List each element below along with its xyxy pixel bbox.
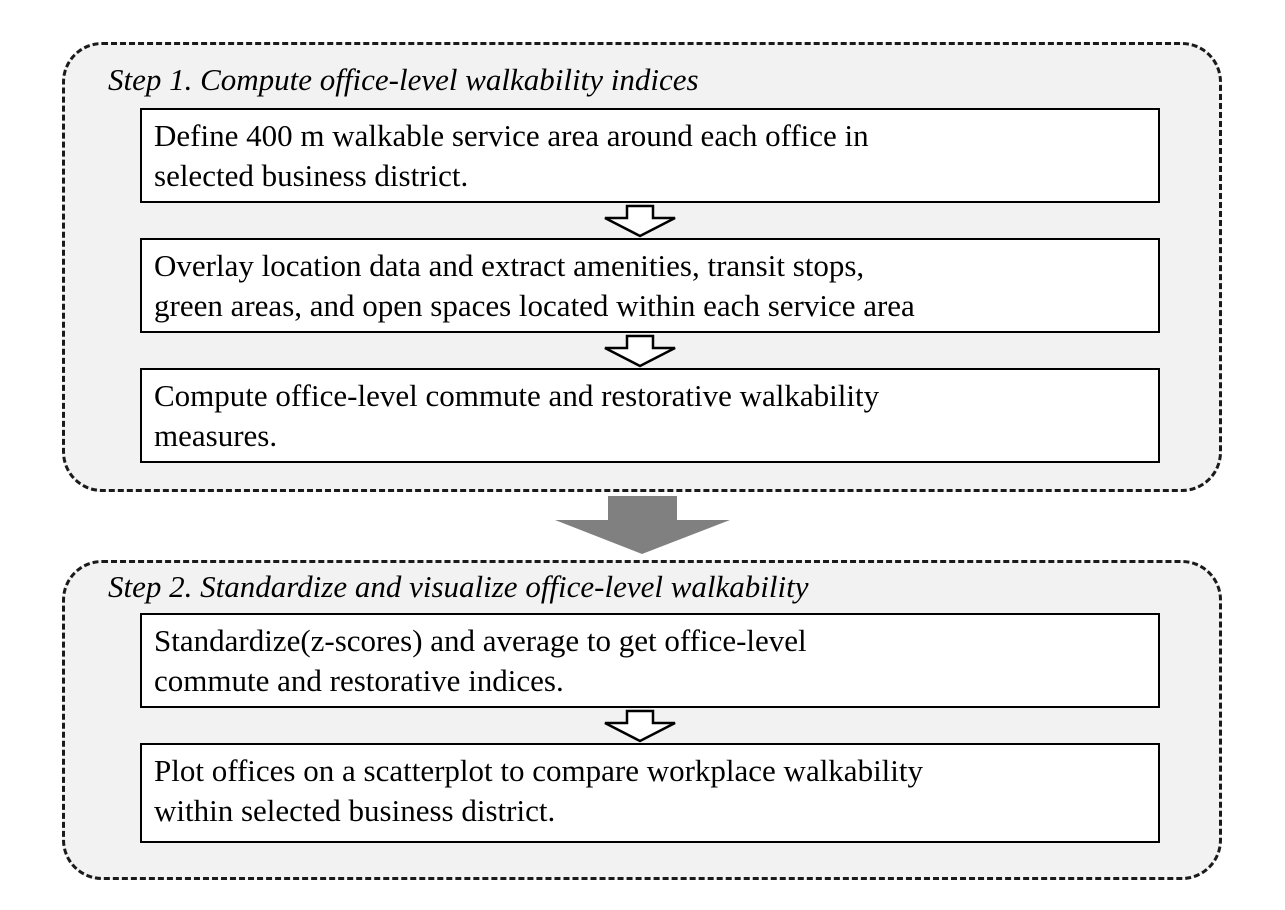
step2-title: Step 2. Standardize and visualize office-level walkability [108, 569, 809, 604]
step1-title: Step 1. Compute office-level walkability indices [108, 62, 699, 97]
step2-box-standardize [140, 613, 1160, 708]
box-text-line: Define 400 m walkable service area around each office in [154, 118, 869, 153]
box-text-line: commute and restorative indices. [154, 663, 564, 698]
hollow-down-arrow-icon [595, 334, 685, 368]
step1-box-define-service-area [140, 108, 1160, 203]
box-text-line: green areas, and open spaces located within each service area [154, 288, 915, 323]
step2-box-plot-scatterplot [140, 743, 1160, 843]
solid-down-arrow-icon [555, 496, 730, 554]
step1-box-overlay-location-data [140, 238, 1160, 333]
box-text-line: Compute office-level commute and restorative walkability [154, 378, 880, 413]
box-text-line: selected business district. [154, 158, 469, 193]
box-text-line: within selected business district. [154, 793, 556, 828]
box-text-line: Standardize(z-scores) and average to get office-level [154, 623, 807, 658]
hollow-down-arrow-icon [595, 709, 685, 743]
box-text-line: Plot offices on a scatterplot to compare workplace walkability [154, 753, 924, 788]
step1-box-compute-measures [140, 368, 1160, 463]
hollow-down-arrow-icon [595, 204, 685, 238]
box-text-line: measures. [154, 418, 278, 453]
box-text-line: Overlay location data and extract amenities, transit stops, [154, 248, 865, 283]
